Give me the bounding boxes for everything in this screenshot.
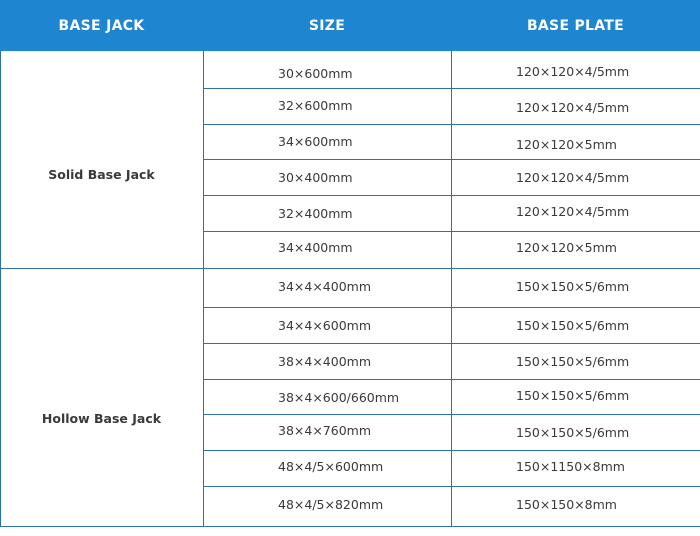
plate-cell: 150×1150×8mm — [516, 459, 625, 474]
plate-cell: 150×150×5/6mm — [516, 425, 630, 440]
grid-line-col2 — [203, 51, 204, 527]
size-cell: 48×4/5×820mm — [278, 497, 384, 512]
grid-line-col3 — [451, 51, 452, 527]
row-divider — [203, 450, 700, 451]
grid-line-group-divider — [0, 268, 700, 269]
size-cell: 32×400mm — [278, 206, 353, 221]
size-cell: 30×400mm — [278, 170, 353, 185]
plate-cell: 120×120×4/5mm — [516, 170, 630, 185]
row-divider — [203, 88, 700, 89]
row-divider — [203, 195, 700, 196]
plate-cell: 150×150×5/6mm — [516, 279, 630, 294]
size-cell: 34×400mm — [278, 240, 353, 255]
row-divider — [203, 486, 700, 487]
size-cell: 32×600mm — [278, 98, 353, 113]
header-size: SIZE — [203, 0, 451, 51]
size-cell: 34×600mm — [278, 134, 353, 149]
header-base-plate: BASE PLATE — [451, 0, 700, 51]
plate-cell: 150×150×5/6mm — [516, 318, 630, 333]
group-label-solid: Solid Base Jack — [48, 167, 155, 182]
grid-line-left — [0, 51, 1, 527]
row-divider — [203, 124, 700, 125]
plate-cell: 120×120×5mm — [516, 240, 617, 255]
size-cell: 34×4×600mm — [278, 318, 372, 333]
grid-line-bottom — [0, 526, 700, 527]
plate-cell: 120×120×4/5mm — [516, 64, 630, 79]
row-divider — [203, 231, 700, 232]
row-divider — [203, 159, 700, 160]
plate-cell: 150×150×8mm — [516, 497, 617, 512]
size-cell: 34×4×400mm — [278, 279, 372, 294]
size-cell: 38×4×760mm — [278, 423, 372, 438]
row-divider — [203, 414, 700, 415]
size-cell: 30×600mm — [278, 66, 353, 81]
row-divider — [203, 307, 700, 308]
plate-cell: 150×150×5/6mm — [516, 388, 630, 403]
plate-cell: 120×120×4/5mm — [516, 204, 630, 219]
plate-cell: 120×120×4/5mm — [516, 100, 630, 115]
size-cell: 38×4×400mm — [278, 354, 372, 369]
size-cell: 38×4×600/660mm — [278, 390, 400, 405]
row-divider — [203, 343, 700, 344]
header-base-jack: BASE JACK — [0, 0, 203, 51]
group-label-hollow: Hollow Base Jack — [41, 411, 162, 426]
plate-cell: 120×120×5mm — [516, 137, 617, 152]
plate-cell: 150×150×5/6mm — [516, 354, 630, 369]
size-cell: 48×4/5×600mm — [278, 459, 384, 474]
row-divider — [203, 379, 700, 380]
